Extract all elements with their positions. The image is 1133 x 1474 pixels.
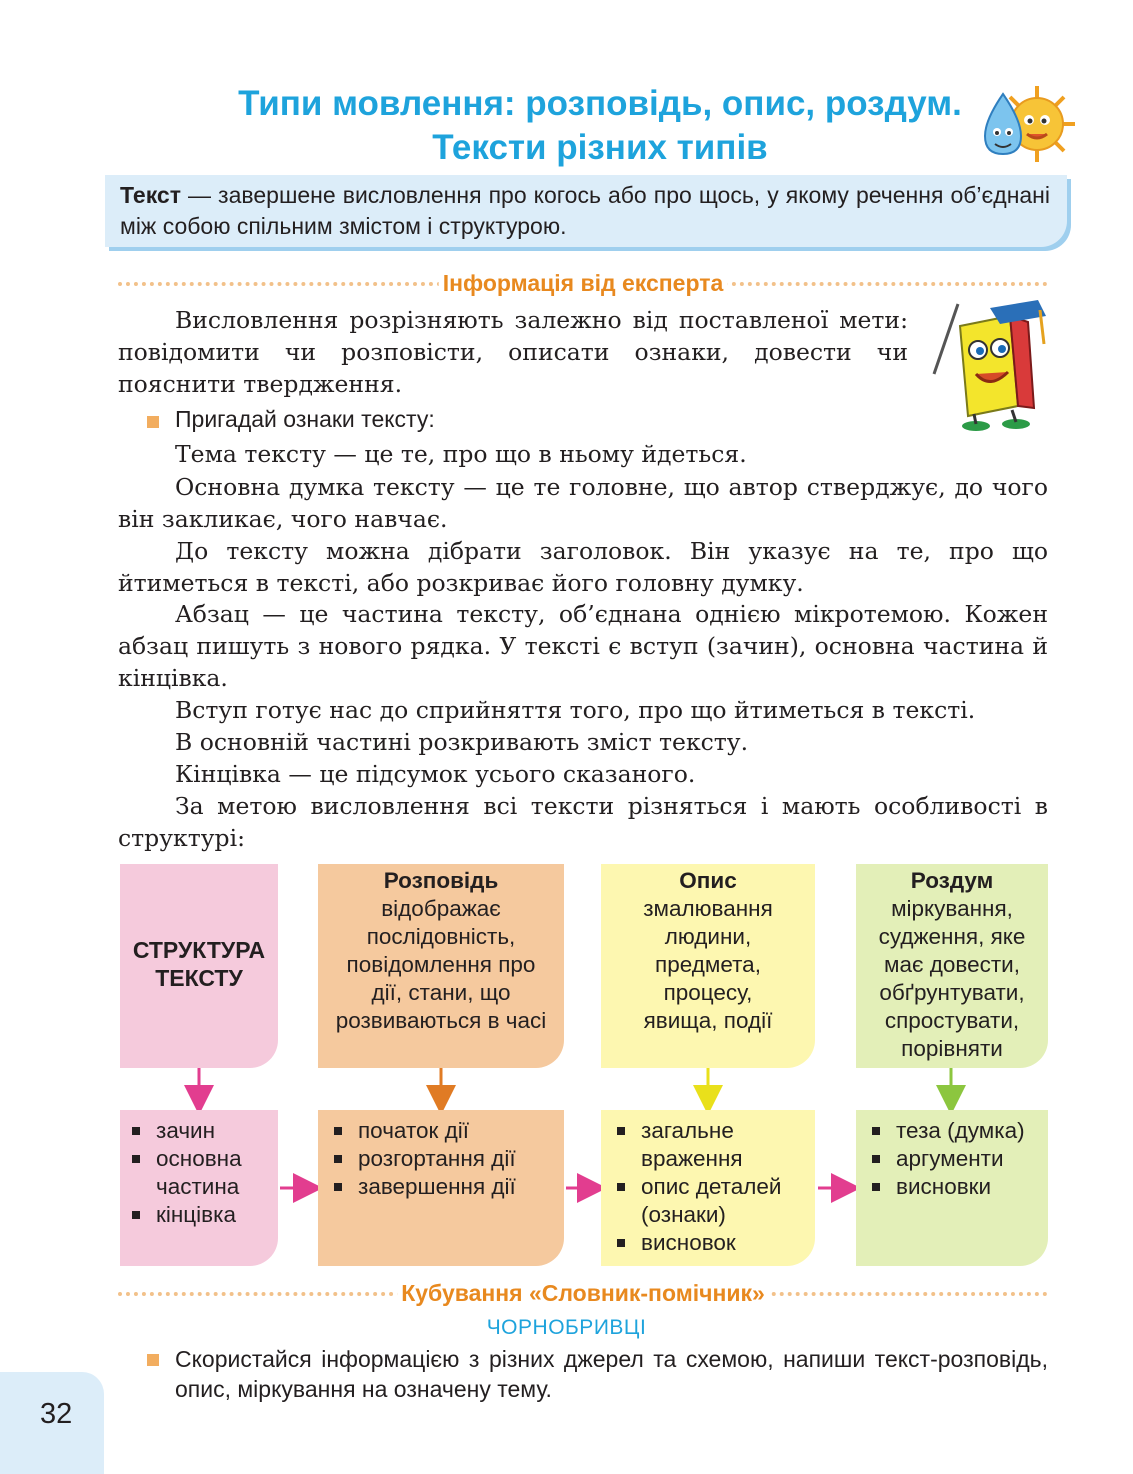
dictionary-section-heading	[118, 1278, 1048, 1308]
paragraph-heading: До тексту можна дібрати заголовок. Він указує на те, про що йтиметься в тексті, або розкриває його головну думку.	[118, 537, 1048, 597]
paragraph-ending: Кінцівка — це підсумок усього сказаного.	[175, 760, 696, 788]
structure-title-line-1: СТРУКТУРА	[132, 937, 266, 963]
structure-title-line-2: ТЕКСТУ	[155, 965, 243, 991]
paragraph-main-part: В основній частині розкривають зміст тексту.	[175, 728, 749, 756]
narrative-title: Розповідь	[383, 868, 499, 893]
list-item: кінцівка	[130, 1201, 278, 1229]
paragraph-topic: Тема тексту — це те, про що в ньому йдеться.	[175, 440, 747, 468]
description-description: змалювання людини, предмета, процесу, явища, події	[643, 896, 773, 1033]
paragraph-intro: Вступ готує нас до сприйняття того, про що йтиметься в тексті.	[175, 696, 976, 724]
title-line-1: Типи мовлення: розповідь, опис, роздум.	[238, 84, 962, 123]
definition-text	[120, 180, 1050, 242]
definition-term: Текст	[120, 182, 181, 208]
definition-body: — завершене висловлення про когось або про щось, у якому речення об’єднані між собою спільним змістом і структурою.	[120, 182, 1050, 239]
reasoning-list-box	[856, 1110, 1048, 1266]
task-bullet-marker	[147, 1354, 159, 1366]
list-item: завершення дії	[332, 1173, 542, 1201]
list-item: зачин	[130, 1117, 278, 1145]
sun-and-drop-mascot-icon	[975, 80, 1085, 168]
expert-section-heading	[118, 268, 1048, 298]
title-line-2: Тексти різних типів	[432, 128, 768, 167]
structure-list-box	[120, 1110, 278, 1266]
page-title	[100, 82, 1100, 170]
reasoning-description: міркування, судження, яке має довести, обґрунтувати, спростувати, порівняти	[878, 896, 1026, 1061]
paragraph-abzac: Абзац — це частина тексту, об’єднана однією мікротемою. Кожен абзац пишуть з нового рядка. У тексті є вступ (зачин), основна частина й кінцівка.	[118, 600, 1048, 692]
list-item: загальне враження	[615, 1117, 811, 1173]
page-number-tab	[0, 1372, 104, 1474]
description-title: Опис	[679, 868, 737, 893]
list-item: опис деталей (ознаки)	[615, 1173, 811, 1229]
list-item: основна частина	[130, 1145, 278, 1201]
paragraph-purpose: За метою висловлення всі тексти різняться і мають особливості в структурі:	[118, 792, 1048, 852]
list-item: розгортання дії	[332, 1145, 542, 1173]
bullet-marker	[147, 416, 159, 428]
reminder-bullet-text: Пригадай ознаки тексту:	[175, 406, 435, 432]
reasoning-title: Роздум	[910, 868, 994, 893]
description-box	[601, 864, 815, 1068]
expert-heading-label: Інформація від експерта	[439, 268, 728, 298]
page-number: 32	[40, 1398, 73, 1430]
narrative-box	[318, 864, 564, 1068]
dictionary-word: ЧОРНОБРИВЦІ	[486, 1316, 647, 1339]
paragraph-main-idea: Основна думка тексту — це те головне, що автор стверджує, до чого він закликає, чого навчає.	[118, 473, 1048, 533]
list-item: висновок	[615, 1229, 811, 1257]
dictionary-heading-label: Кубування «Словник-помічник»	[397, 1278, 769, 1308]
reasoning-box	[856, 864, 1048, 1068]
book-mascot-icon	[920, 296, 1060, 432]
narrative-description: відображає послідовність, повідомлення про дії, стани, що розвиваються в часі	[335, 896, 547, 1033]
structure-box	[120, 864, 278, 1068]
list-item: висновки	[870, 1173, 1030, 1201]
task-text: Скористайся інформацією з різних джерел та схемою, напиши текст-розповідь, опис, міркування на означену тему.	[175, 1346, 1048, 1402]
list-item: початок дії	[332, 1117, 542, 1145]
list-item: теза (думка)	[870, 1117, 1030, 1145]
narrative-list-box	[318, 1110, 564, 1266]
expert-intro-paragraph: Висловлення розрізняють залежно від поставленої мети: повідомити чи розповісти, описати ознаки, довести чи пояснити твердження.	[118, 306, 908, 398]
list-item: аргументи	[870, 1145, 1030, 1173]
description-list-box	[601, 1110, 815, 1266]
